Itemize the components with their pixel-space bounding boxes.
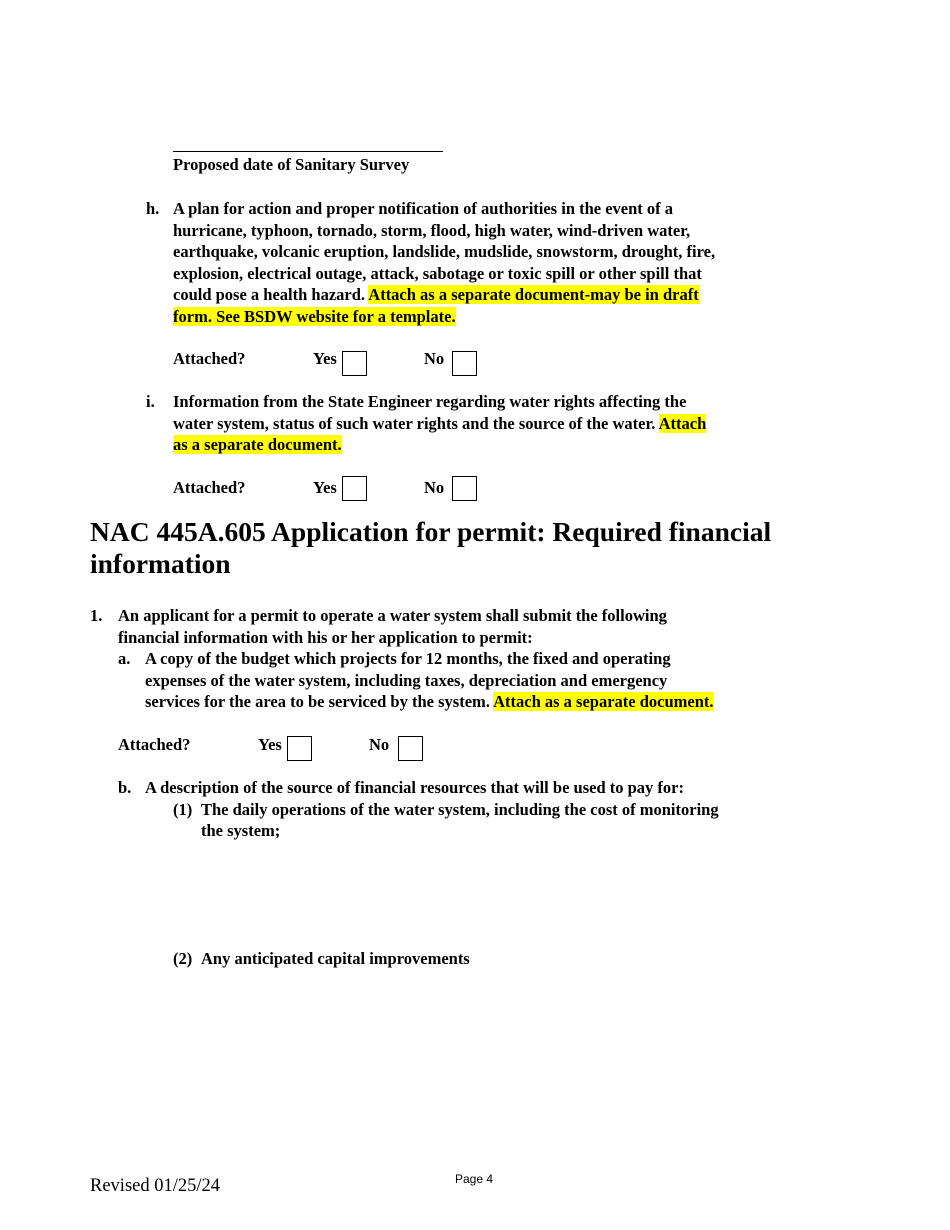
item-1a-line-3-text: services for the area to be serviced by the system. [145, 692, 494, 711]
item-h-line-1: A plan for action and proper notification of authorities in the event of a [173, 199, 674, 218]
section-heading: NAC 445A.605 Application for permit: Required financial information [90, 516, 772, 579]
item-1b-marker: b. [118, 778, 132, 797]
item-i-no-label: No [424, 478, 445, 497]
item-h-line-3: earthquake, volcanic eruption, landslide, mudslide, snowstorm, drought, fire, [173, 242, 716, 261]
item-h-no-checkbox[interactable] [452, 351, 477, 376]
item-1a-line-1: A copy of the budget which projects for 12 months, the fixed and operating [145, 649, 671, 668]
item-h-line-5 [173, 284, 699, 306]
item-i-line-1: Information from the State Engineer regarding water rights affecting the [173, 392, 687, 411]
item-i-no-checkbox[interactable] [452, 476, 477, 501]
item-1b-sub1-line-2: the system; [201, 821, 281, 840]
survey-date-line[interactable] [173, 151, 443, 152]
item-1b-sub2-answer-area[interactable] [201, 975, 801, 1155]
item-h-attached-label: Attached? [173, 349, 246, 368]
item-1b-line-1: A description of the source of financial resources that will be used to pay for: [145, 778, 684, 797]
item-h-attach-note-cont: form. See BSDW website for a template. [173, 306, 456, 326]
item-h-no-label: No [424, 349, 445, 368]
item-1a-no-checkbox[interactable] [398, 736, 423, 761]
item-i-attach-note: Attach [658, 413, 707, 433]
item-1a-line-2: expenses of the water system, including taxes, depreciation and emergency [145, 670, 668, 690]
item-h-yes-label: Yes [313, 349, 337, 368]
item-i-yes-label: Yes [313, 478, 337, 497]
item-1a-attach-note: Attach as a separate document. [493, 692, 714, 711]
item-1-marker: 1. [90, 606, 103, 625]
footer-revised-date: Revised 01/25/24 [90, 1176, 221, 1196]
item-1b-sub1-answer-area[interactable] [201, 845, 801, 945]
item-h-line-2: hurricane, typhoon, tornado, storm, flood, high water, wind-driven water, [173, 220, 691, 240]
item-1b-sub2-marker: (2) [173, 949, 193, 968]
survey-date-caption: Proposed date of Sanitary Survey [173, 155, 410, 174]
item-i-line-3 [173, 434, 342, 456]
item-h-line-4: explosion, electrical outage, attack, sabotage or toxic spill or other spill that [173, 263, 702, 283]
item-1a-attached-label: Attached? [118, 735, 191, 754]
footer-page-number: Page 4 [455, 1172, 494, 1186]
item-1a-line-3 [145, 691, 714, 713]
item-1-line-1: An applicant for a permit to operate a water system shall submit the following [118, 606, 667, 625]
item-1b-sub1-marker: (1) [173, 799, 193, 819]
item-h-attach-note: Attach as a separate document-may be in draft [368, 285, 699, 304]
item-i-marker: i. [146, 392, 155, 411]
item-1a-marker: a. [118, 649, 131, 668]
item-i-attach-note-cont: as a separate document. [173, 435, 342, 454]
item-1a-yes-checkbox[interactable] [287, 736, 312, 761]
item-1-line-2: financial information with his or her application to permit: [118, 627, 533, 647]
item-i-line-2 [173, 413, 706, 435]
item-1a-yes-label: Yes [258, 735, 282, 754]
item-i-yes-checkbox[interactable] [342, 476, 367, 501]
item-h-line-6 [173, 306, 456, 328]
item-1b-sub2-line-1: Any anticipated capital improvements [201, 949, 470, 968]
item-h-yes-checkbox[interactable] [342, 351, 367, 376]
item-1a-no-label: No [369, 735, 390, 754]
item-i-attached-label: Attached? [173, 478, 246, 497]
item-h-marker: h. [146, 199, 160, 218]
item-1b-sub1-line-1: The daily operations of the water system, including the cost of monitoring [201, 799, 719, 819]
item-h-line-5-text: could pose a health hazard. [173, 285, 369, 304]
item-i-line-2-text: water system, status of such water rights and the source of the water. [173, 413, 659, 433]
